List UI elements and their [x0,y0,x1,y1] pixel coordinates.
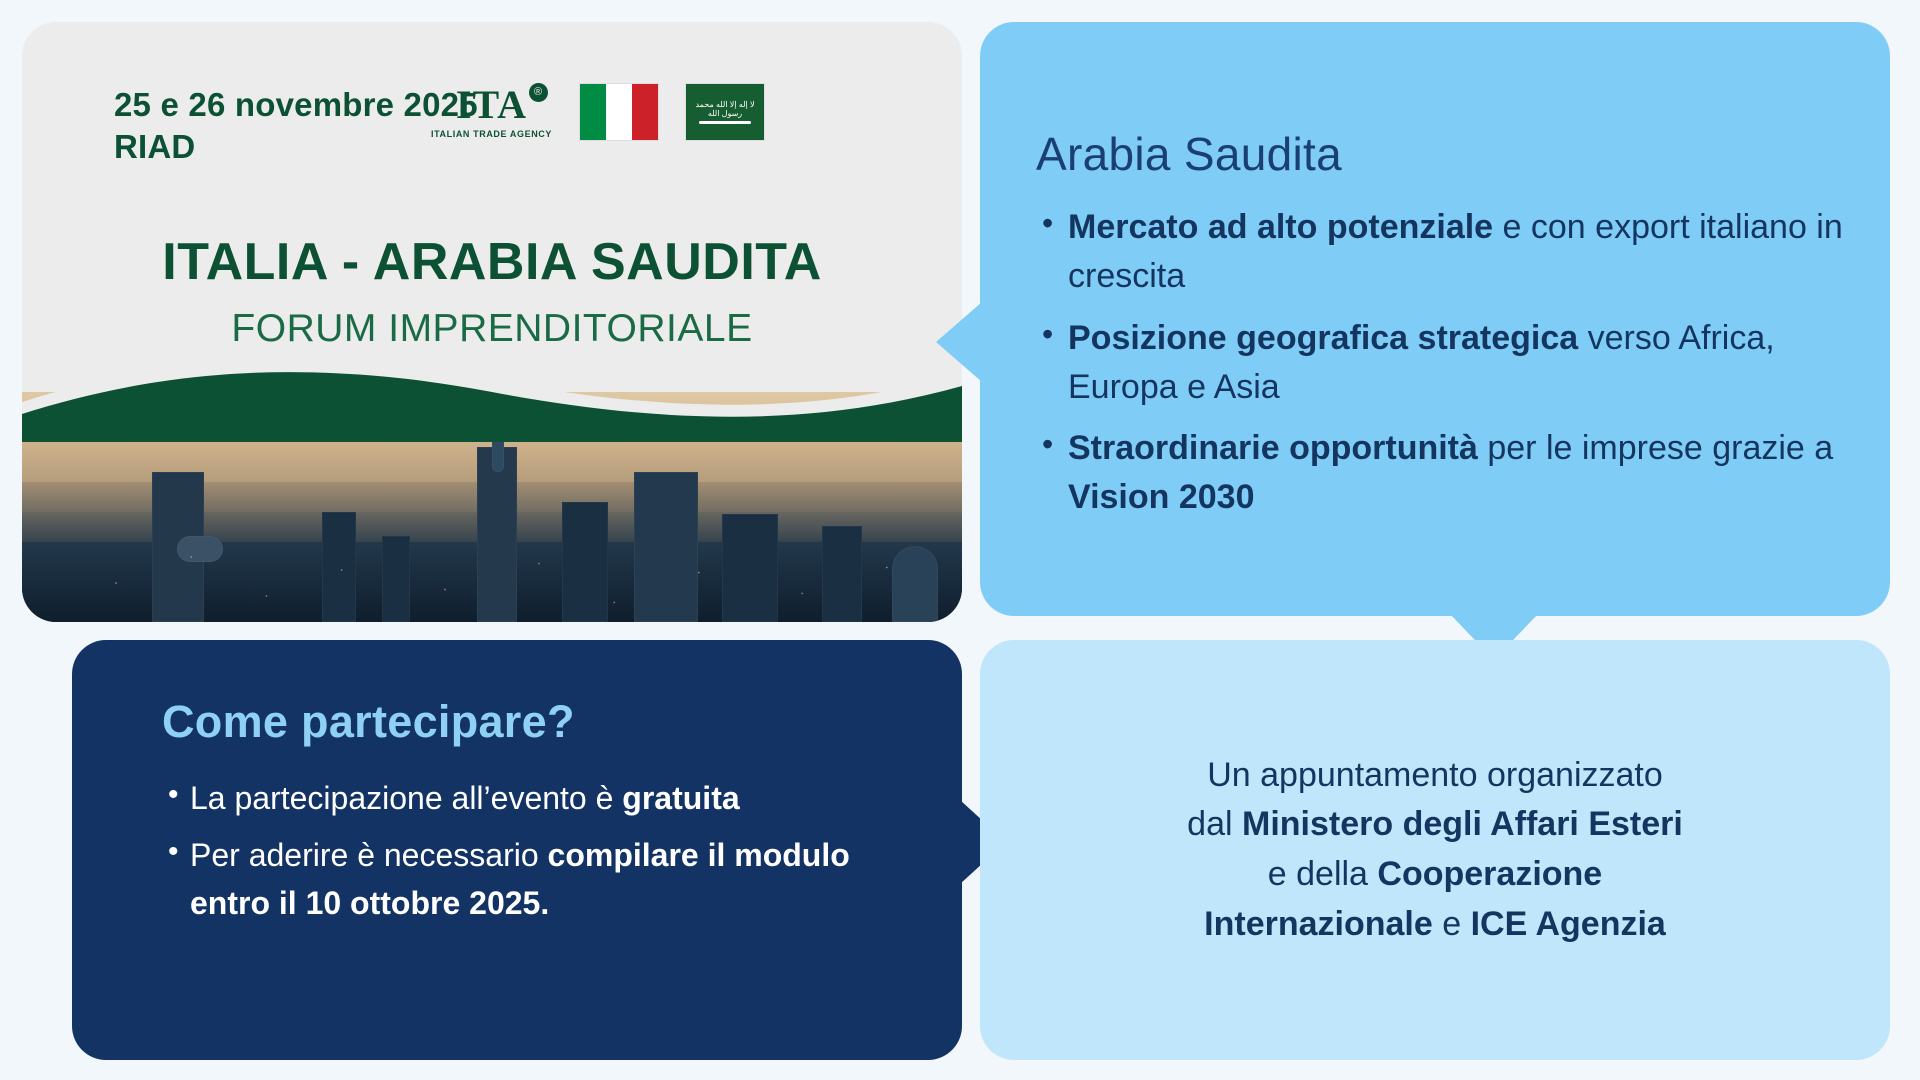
italy-flag-red [632,84,658,140]
ita-wordmark-text: ITA [455,82,528,127]
event-card [22,22,962,622]
list-item [168,831,882,928]
saudi-arabia-title: Arabia Saudita [1036,128,1342,180]
organizer-line-1: Un appuntamento organizzato [1207,755,1663,794]
logo-row [431,84,764,140]
italy-flag-green [580,84,606,140]
organizer-line-4-mid: e [1432,904,1471,943]
event-date: 25 e 26 novembre 2025 [114,86,478,123]
organizer-line-3-bold: Cooperazione [1377,855,1603,893]
city-lights [22,492,962,622]
saudi-flag-shahada: لا إله إلا الله محمد رسول الله [695,99,755,118]
bullet-text: e con export italiano in crescita [1068,208,1843,296]
how-to-participate-list [72,774,962,928]
bullet-text: verso Africa, Europa e Asia [1068,318,1775,406]
italy-flag-white [606,84,632,140]
bullet-bold: gratuita [622,780,740,816]
page-subtitle: FORUM IMPRENDITORIALE [231,307,753,350]
event-date-block [114,84,478,168]
ita-logo [431,82,552,139]
organizer-line-4-bold-2: ICE Agenzia [1470,904,1666,943]
organizer-line-2-lead: dal [1187,805,1242,844]
organizer-line-4-bold: Internazionale [1204,904,1433,943]
bullet-bold: Posizione geografica strategica [1068,318,1579,357]
list-item [168,774,882,823]
bullet-bold-2: Vision 2030 [1068,478,1255,517]
bullet-text: Per aderire è necessario [190,836,548,873]
page-title: ITALIA - ARABIA SAUDITA [162,233,822,291]
list-item [1042,424,1850,523]
bullet-text: per le imprese grazie a [1477,429,1834,468]
italy-flag-icon [580,84,658,140]
organizer-line-2 [1187,800,1683,850]
organizer-line-3-lead: e della [1267,855,1378,893]
registered-icon: ® [529,83,548,102]
event-card-header [22,22,962,394]
saudi-flag-sword [699,121,751,124]
how-to-participate-card [72,640,962,1060]
organizer-card [980,640,1890,1060]
bubble-tail-left [936,302,982,382]
bullet-bold: compilare il modulo entro il 10 ottobre 2025. [190,836,850,922]
list-item [1042,314,1850,413]
organizer-line-4 [1187,900,1683,950]
saudi-arabia-bullet-list [980,203,1890,523]
event-city: RIAD [114,128,196,166]
saudi-arabia-card [980,22,1890,616]
riyadh-skyline-photo [22,392,962,622]
how-to-participate-title: Come partecipare? [162,696,575,747]
saudi-flag-icon [686,84,764,140]
bullet-text: La partecipazione all’evento è [190,780,623,816]
organizer-line-2-bold: Ministero degli Affari Esteri [1242,805,1683,844]
bullet-bold: Straordinarie opportunità [1068,429,1478,468]
building-spire [492,428,504,472]
organizer-text [1135,751,1735,950]
list-item [1042,203,1850,302]
ita-wordmark [455,82,544,127]
organizer-line-3 [1187,850,1683,900]
ita-logo-subtitle: ITALIAN TRADE AGENCY [431,129,552,139]
bullet-bold: Mercato ad alto potenziale [1068,208,1494,246]
